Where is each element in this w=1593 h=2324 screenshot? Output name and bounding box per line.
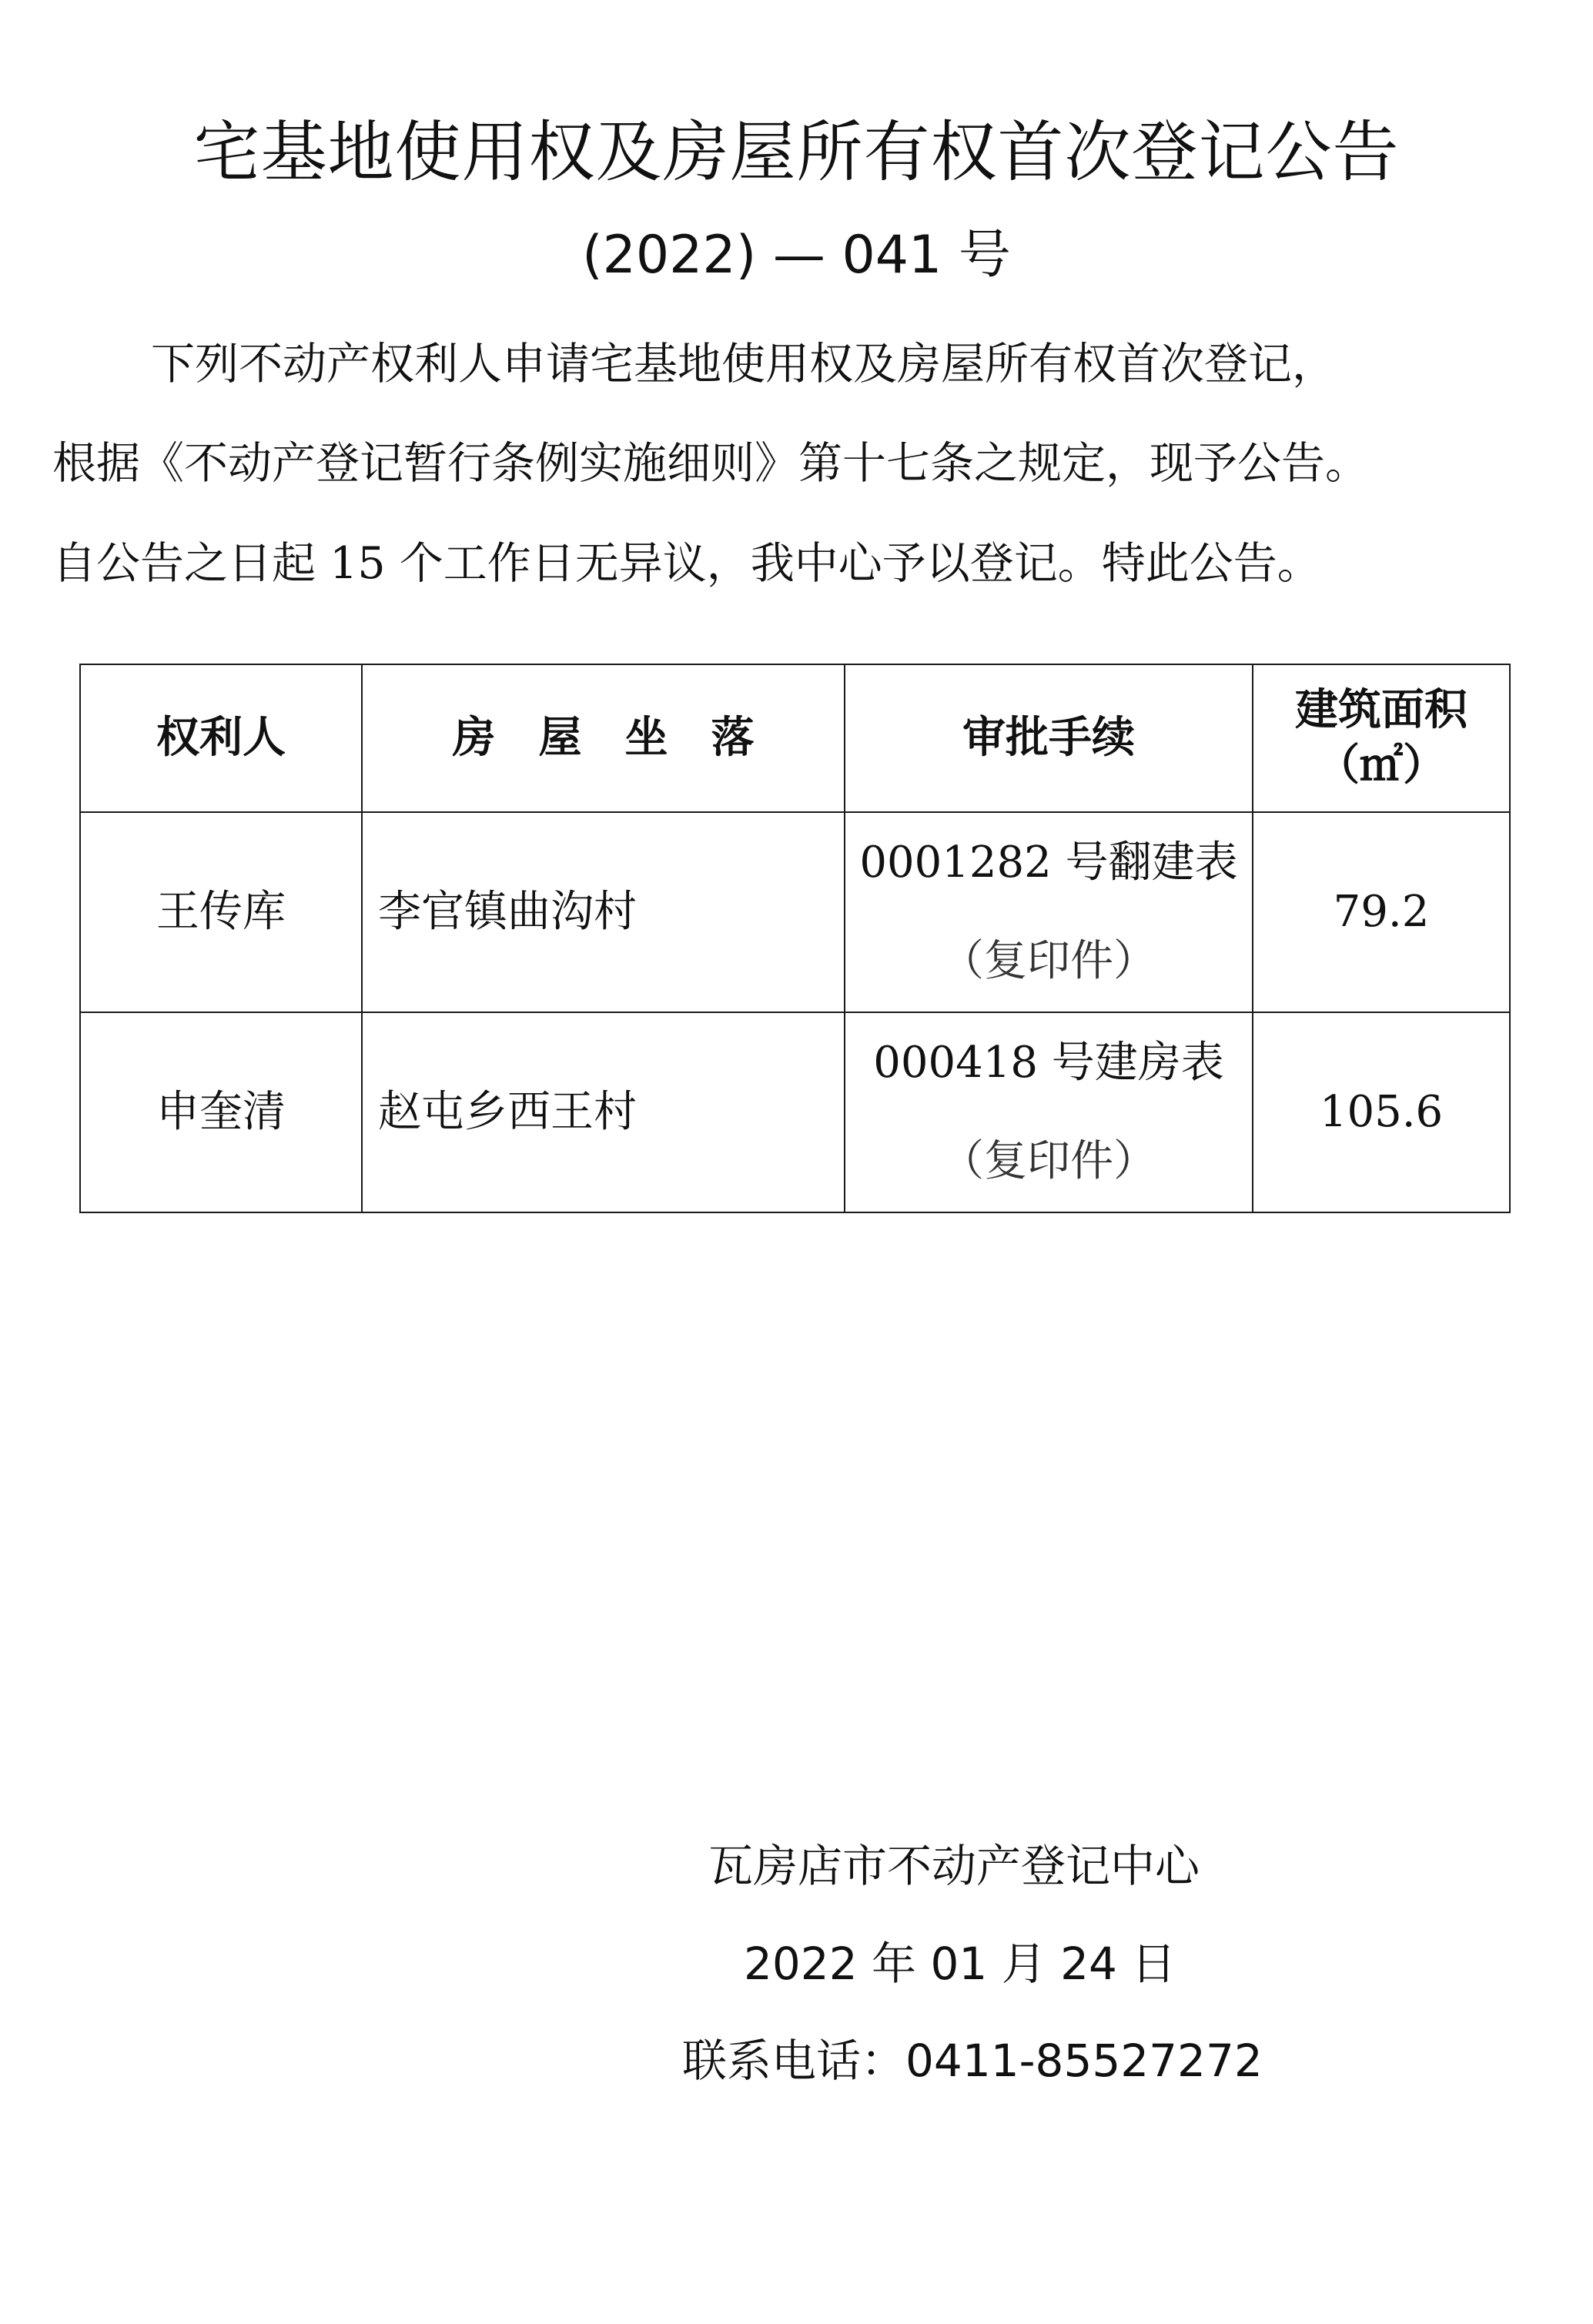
approval-note: （复印件） bbox=[941, 1136, 1156, 1186]
cell-owner: 王传库 bbox=[80, 812, 362, 1012]
cell-location: 赵屯乡西王村 bbox=[362, 1012, 845, 1212]
notice-paragraph-3: 自公告之日起 15 个工作日无异议，我中心予以登记。特此公告。 bbox=[52, 538, 1321, 589]
header-area-unit: （㎡） bbox=[1317, 741, 1446, 791]
cell-area: 105.6 bbox=[1253, 1012, 1510, 1212]
table-row bbox=[80, 1012, 1510, 1212]
header-area bbox=[1253, 664, 1510, 812]
notice-paragraph-1: 下列不动产权利人申请宅基地使用权及房屋所有权首次登记， bbox=[151, 339, 1336, 390]
cell-location: 李官镇曲沟村 bbox=[362, 812, 845, 1012]
contact-label: 联系电话： bbox=[682, 2035, 906, 2087]
header-owner: 权利人 bbox=[80, 664, 362, 812]
issue-date: 2022 年 01 月 24 日 bbox=[744, 1938, 1176, 1990]
document-title: 宅基地使用权及房屋所有权首次登记公告 bbox=[193, 114, 1400, 191]
cell-area: 79.2 bbox=[1253, 812, 1510, 1012]
table-row bbox=[80, 812, 1510, 1012]
cell-owner: 申奎清 bbox=[80, 1012, 362, 1212]
document-number: (2022) — 041 号 bbox=[582, 225, 1011, 286]
header-approval: 审批手续 bbox=[845, 664, 1253, 812]
approval-note: （复印件） bbox=[941, 936, 1156, 986]
contact-number: 0411-85527272 bbox=[905, 2035, 1263, 2087]
notice-paragraph-2: 根据《不动产登记暂行条例实施细则》第十七条之规定，现予公告。 bbox=[52, 438, 1369, 489]
cell-approval bbox=[845, 812, 1253, 1012]
approval-doc: 0001282 号翻建表 bbox=[859, 838, 1238, 888]
header-location: 房 屋 坐 落 bbox=[362, 664, 845, 812]
contact-phone bbox=[682, 2034, 1263, 2088]
header-area-label: 建筑面积 bbox=[1295, 685, 1468, 735]
cell-approval bbox=[845, 1012, 1253, 1212]
table-header-row bbox=[80, 664, 1510, 812]
approval-doc: 000418 号建房表 bbox=[873, 1038, 1224, 1088]
registration-table bbox=[79, 664, 1511, 1213]
issuer-name: 瓦房店市不动产登记中心 bbox=[708, 1840, 1200, 1892]
